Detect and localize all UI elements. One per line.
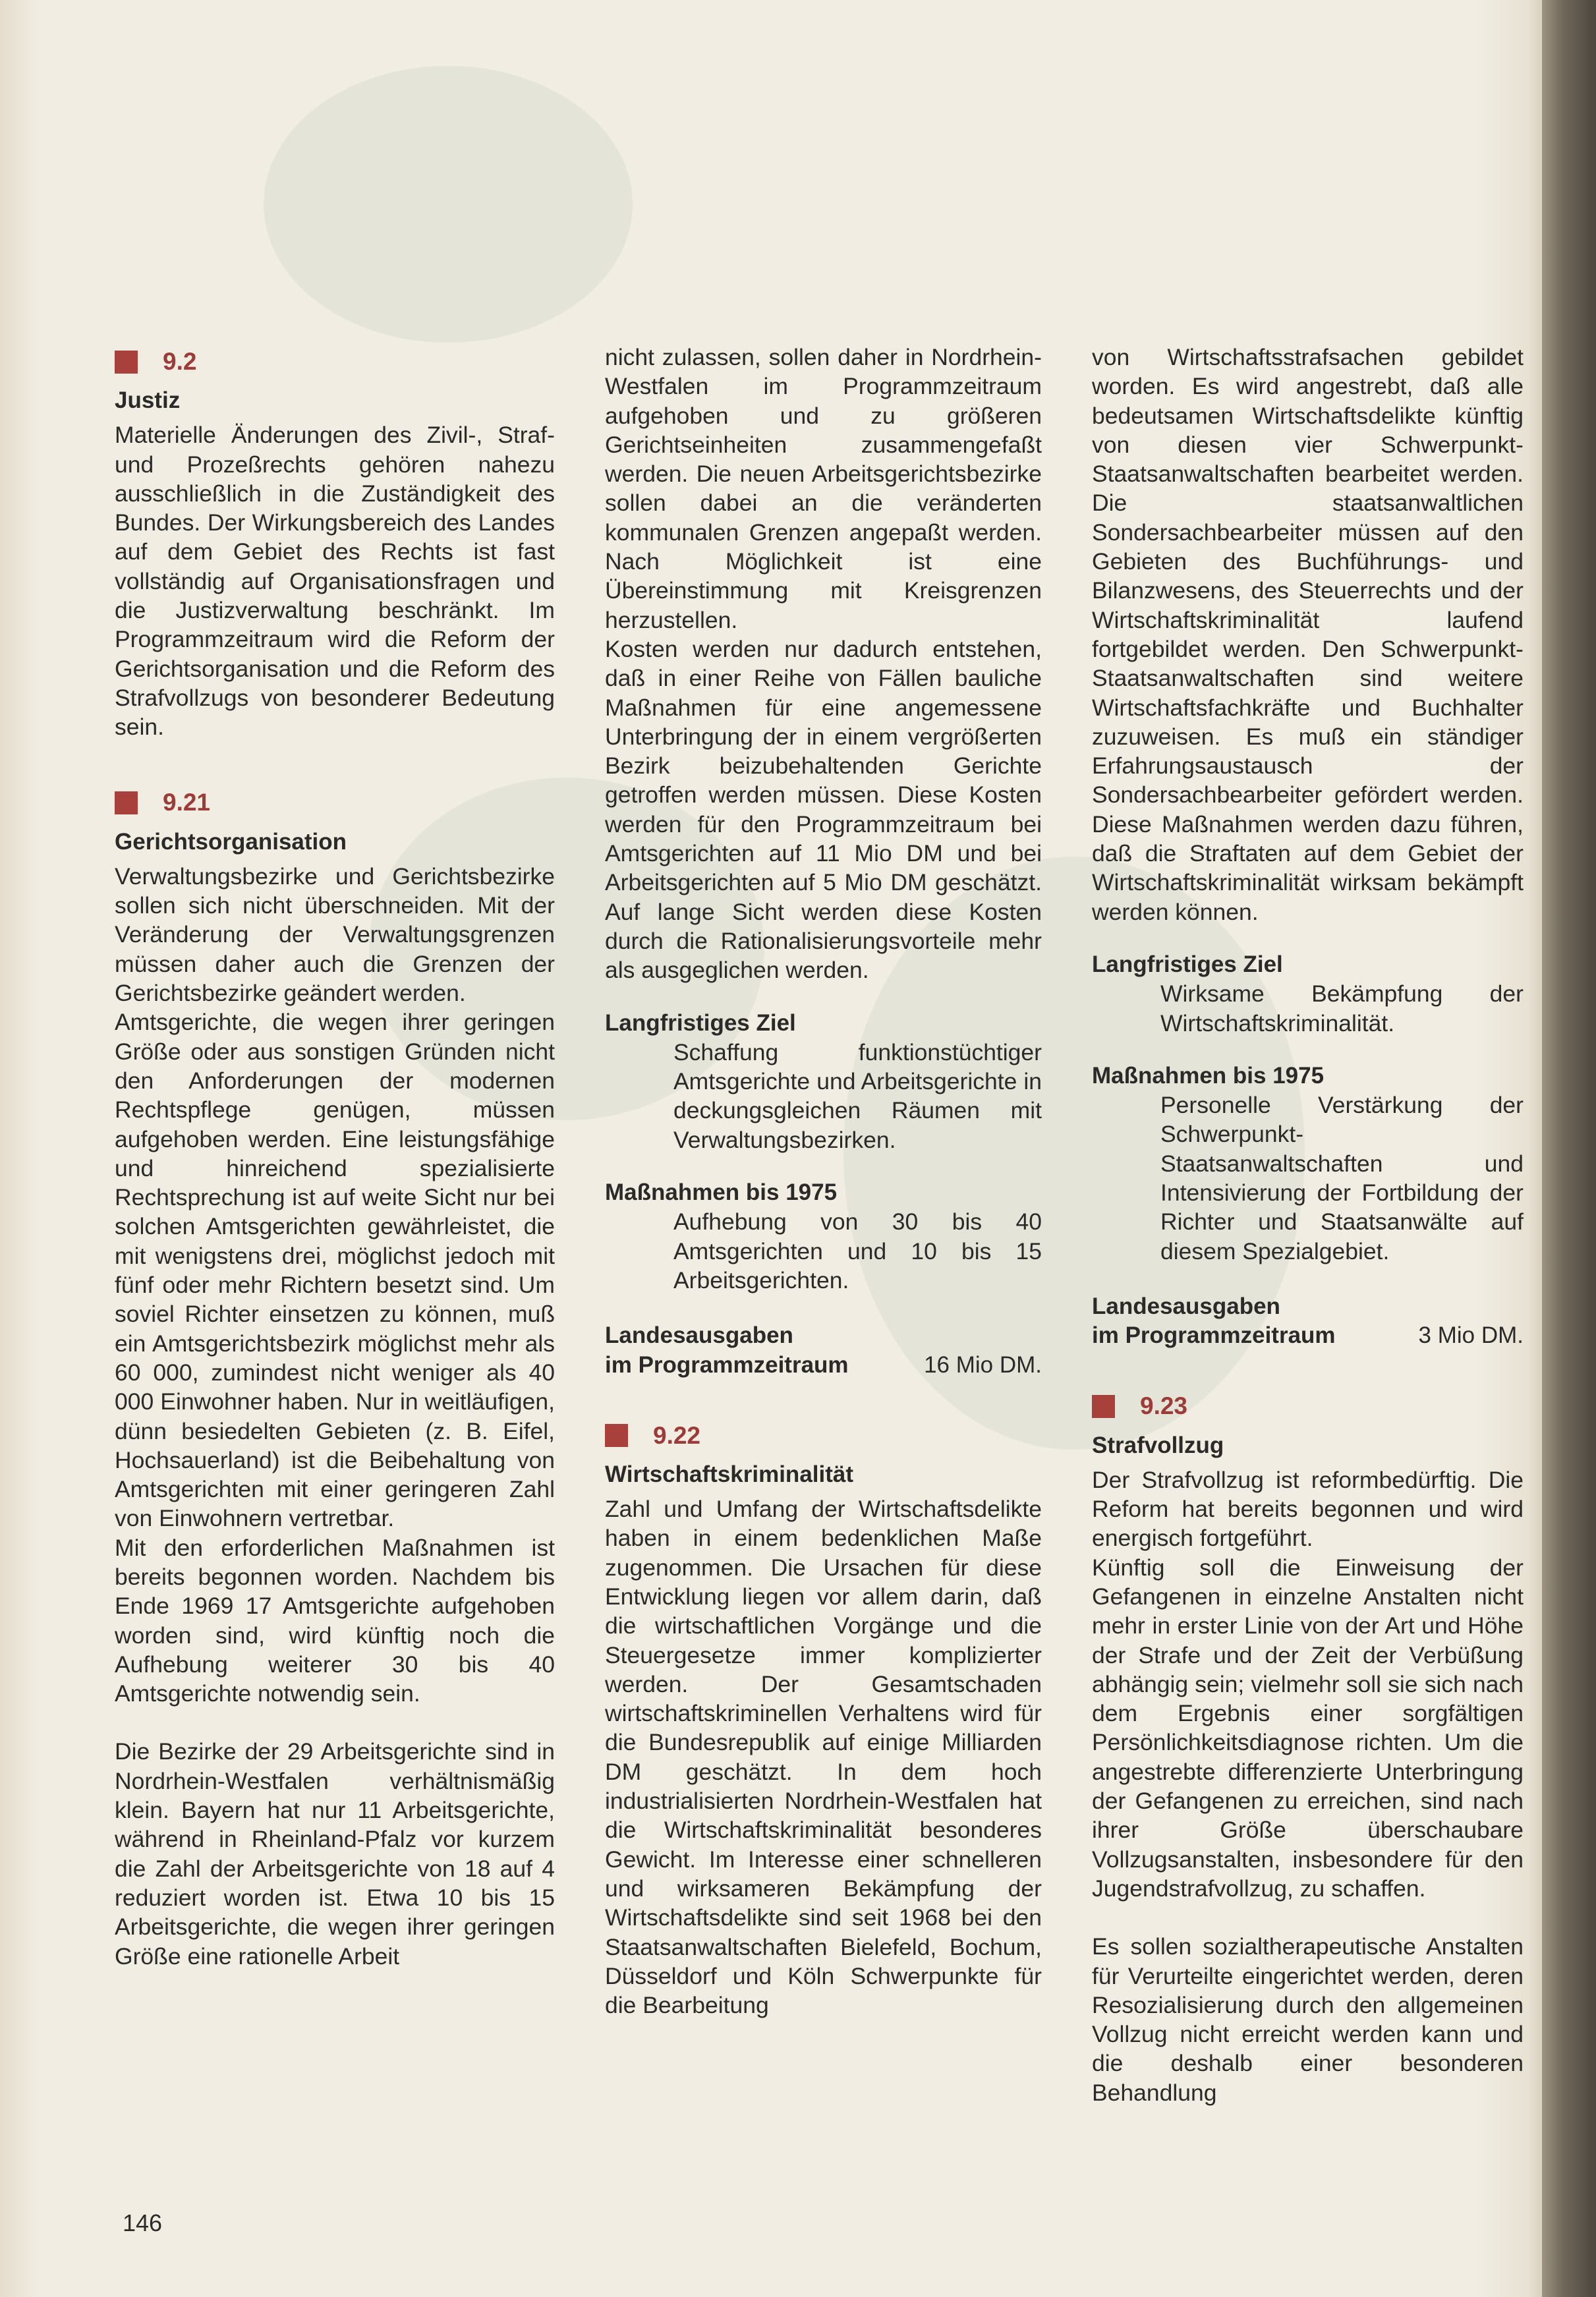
expenditure-label: Landesausgaben (1092, 1293, 1280, 1319)
section-marker-icon (605, 1424, 628, 1447)
measures-heading: Maßnahmen bis 1975 (1092, 1062, 1325, 1089)
book-spine (1542, 0, 1596, 2297)
page-number: 146 (123, 2209, 163, 2236)
section-marker-icon (1092, 1395, 1115, 1418)
section-heading-9-2 (115, 343, 555, 381)
measures-heading: Maßnahmen bis 1975 (605, 1179, 838, 1206)
paragraph: Mit den erforderlichen Maßnahmen ist bereits begonnen worden. Nachdem bis Ende 1969 17 Amtsgerichte aufgehoben worden sind, wird künftig noch die Aufhebung weiterer 30 bis 40 Amtsgerichte notwendig sein. (115, 1534, 555, 1707)
goal-text: Schaffung funktionstüchtiger Amtsgerichte und Arbeitsgerichte in deckungsgleichen Räumen mit Verwaltungsbezirken. (673, 1038, 1042, 1153)
paragraph: Es sollen sozialtherapeutische Anstalten für Verurteilte eingerichtet werden, deren Resozialisierung durch den allgemeinen Vollzug nicht erreicht werden kann und die deshalb einer besonderen Behandlung (1092, 1933, 1524, 2106)
paragraph: von Wirtschaftsstrafsachen gebildet worden. Es wird angestrebt, daß alle bedeutsamen Wirtschaftsdelikte künftig von diesen vier Schwerpunkt-Staatsanwaltschaften bearbeitet werden. Die staatsanwaltlichen Sondersachbearbeiter müssen auf den Gebieten des Buchführungs- und Bilanzwesens, des Steuerrechts und der Wirtschaftskriminalität laufend fortgebildet werden. Den Schwerpunkt-Staatsanwaltschaften sind weitere Wirtschaftsfachkräfte und Buchhalter zuzuweisen. Es muß ein ständiger Erfahrungsaustausch der Sondersachbearbeiter gefördert werden. Diese Maßnahmen werden dazu führen, daß die Straftaten auf dem Gebiet der Wirtschaftskriminalität wirksam bekämpft werden können. (1092, 344, 1524, 925)
expenditure-block (1092, 1292, 1524, 1351)
section-number: 9.21 (163, 789, 211, 816)
goal-text: Wirksame Bekämpfung der Wirtschaftskriminalität. (1160, 980, 1524, 1036)
expenditure-label: im Programmzeitraum (1092, 1322, 1336, 1349)
section-number: 9.2 (163, 347, 197, 375)
paragraph: Künftig soll die Einweisung der Gefangenen in einzelne Anstalten nicht mehr in erster Linie von der Art und Höhe der Strafe und der Zeit der Verbüßung abhängig sein; vielmehr soll sie sich nach dem Ergebnis einer sorgfältigen Persönlichkeitsdiagnose richten. Um die angestrebte differenzierte Unterbringung der Gefangenen zu erreichen, sind nach ihrer Größe überschaubare Vollzugsanstalten, insbesondere für den Jugendstrafvollzug, zu schaffen. (1092, 1554, 1524, 1902)
section-heading-9-21 (115, 784, 555, 822)
paragraph: Der Strafvollzug ist reformbedürftig. Die Reform hat bereits begonnen und wird energisch fortgeführt. (1092, 1466, 1524, 1552)
goal-heading: Langfristiges Ziel (1092, 951, 1283, 977)
show-through-shadow (264, 66, 633, 343)
section-title: Wirtschaftskriminalität (605, 1461, 854, 1487)
column-right (1092, 343, 1524, 2107)
measures-text: Aufhebung von 30 bis 40 Amtsgerichten und 10 bis 15 Arbeitsgerichten. (673, 1208, 1042, 1293)
section-heading-9-22 (605, 1417, 1042, 1455)
expenditure-amount: 16 Mio DM. (924, 1351, 1042, 1378)
section-title: Strafvollzug (1092, 1432, 1224, 1458)
section-title: Gerichtsorganisation (115, 828, 347, 855)
paragraph: Die Bezirke der 29 Arbeitsgerichte sind in Nordrhein-Westfalen verhältnismäßig klein. Bayern hat nur 11 Arbeitsgerichte, während in Rheinland-Pfalz vor kurzem die Zahl der Arbeitsgerichte von 18 auf 4 reduziert worden ist. Etwa 10 bis 15 Arbeitsgerichte, die wegen ihrer geringen Größe eine rationelle Arbeit (115, 1738, 555, 1970)
column-middle (605, 343, 1042, 2020)
section-marker-icon (115, 351, 138, 374)
expenditure-amount: 3 Mio DM. (1418, 1322, 1524, 1349)
paragraph: nicht zulassen, sollen daher in Nordrhein-Westfalen im Programmzeitraum aufgehoben und zu größeren Gerichtseinheiten zusammengefaßt werden. Die neuen Arbeitsgerichtsbezirke sollen dabei an die veränderten kommunalen Grenzen angepaßt werden. Nach Möglichkeit ist eine Übereinstimmung mit Kreisgrenzen herzustellen. (605, 344, 1042, 633)
section-heading-9-23 (1092, 1388, 1524, 1426)
section-number: 9.22 (653, 1421, 701, 1449)
section-title: Justiz (115, 387, 181, 413)
column-left (115, 343, 555, 1971)
paragraph: Zahl und Umfang der Wirtschaftsdelikte haben in einem bedenklichen Maße zugenommen. Die Ursachen für diese Entwicklung liegen vor allem darin, daß die wirtschaftlichen Vorgänge und die Steuergesetze immer komplizierter werden. Der Gesamtschaden wirtschaftskriminellen Verhaltens wird für die Bundesrepublik auf einige Milliarden DM geschätzt. In dem hoch industrialisierten Nordrhein-Westfalen hat die Wirtschaftskriminalität besonderes Gewicht. Im Interesse einer schnelleren und wirksameren Bekämpfung der Wirtschaftsdelikte sind seit 1968 bei den Staatsanwaltschaften Bielefeld, Bochum, Düsseldorf und Köln Schwerpunkte für die Bearbeitung (605, 1496, 1042, 2019)
section-number: 9.23 (1140, 1392, 1188, 1420)
paragraph: Kosten werden nur dadurch entstehen, daß in einer Reihe von Fällen bauliche Maßnahmen für eine angemessene Unterbringung der in einem vergrößerten Bezirk beizubehaltenden Gerichte getroffen werden müssen. Diese Kosten werden für den Programmzeitraum bei Amtsgerichten auf 11 Mio DM und bei Arbeitsgerichten auf 5 Mio DM geschätzt. Auf lange Sicht werden diese Kosten durch die Rationalisierungsvorteile mehr als ausgeglichen werden. (605, 635, 1042, 984)
section-marker-icon (115, 791, 138, 814)
paragraph: Materielle Änderungen des Zivil-, Straf- und Prozeßrechts gehören nahezu ausschließlich in die Zuständigkeit des Bundes. Der Wirkungsbereich des Landes auf dem Gebiet des Rechts ist fast vollständig auf Organisationsfragen und die Justizverwaltung beschränkt. Im Programmzeitraum wird die Reform der Gerichtsorganisation und die Reform des Strafvollzugs von besonderer Bedeutung sein. (115, 422, 555, 741)
goal-heading: Langfristiges Ziel (605, 1009, 796, 1036)
measures-text: Personelle Verstärkung der Schwerpunkt-Staatsanwaltschaften und Intensivierung der Fortbildung der Richter und Staatsanwälte auf diesem Spezialgebiet. (1160, 1092, 1524, 1264)
expenditure-block (605, 1321, 1042, 1380)
paragraph: Verwaltungsbezirke und Gerichtsbezirke sollen sich nicht überschneiden. Mit der Veränderung der Verwaltungsgrenzen müssen daher auch die Grenzen der Gerichtsbezirke geändert werden. (115, 863, 555, 1007)
expenditure-label: Landesausgaben (605, 1322, 793, 1349)
paragraph: Amtsgerichte, die wegen ihrer geringen Größe oder aus sonstigen Gründen nicht den Anforderungen der modernen Rechtspflege genügen, müssen aufgehoben werden. Eine leistungsfähige und hinreichend spezialisierte Rechtsprechung ist auf weite Sicht nur bei solchen Amtsgerichten gewährleistet, die mit wenigstens drei, möglichst jedoch mit fünf oder mehr Richtern besetzt sind. Um soviel Richter einsetzen zu können, muß ein Amtsgerichtsbezirk möglichst mehr als 60 000, zumindest nicht weniger als 40 000 Einwohner haben. Nur in weitläufigen, dünn besiedelten Gebieten (z. B. Eifel, Hochsauerland) ist die Beibehaltung von Amtsgerichten mit einer geringeren Zahl von Einwohnern vertretbar. (115, 1009, 555, 1532)
expenditure-label: im Programmzeitraum (605, 1351, 849, 1378)
